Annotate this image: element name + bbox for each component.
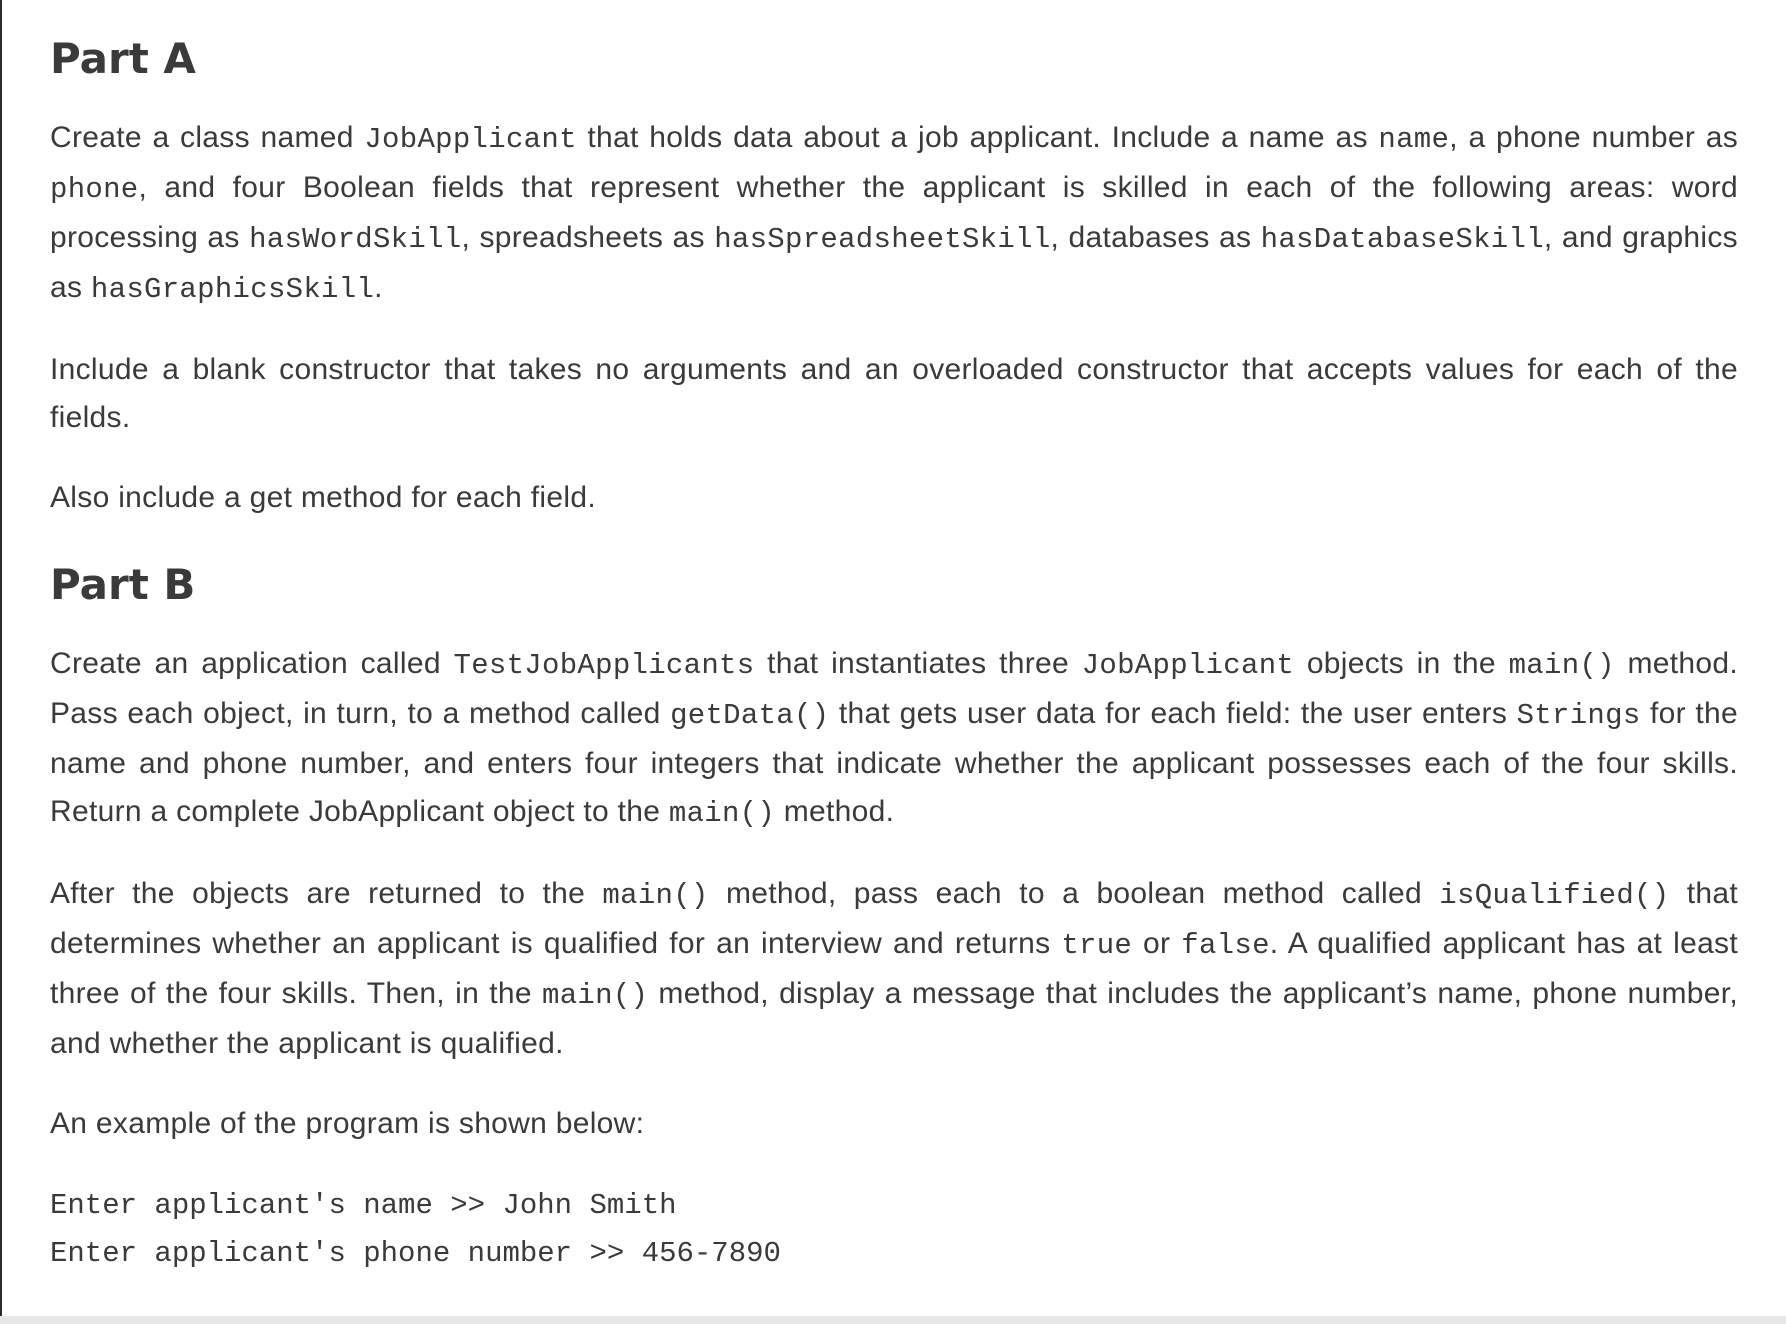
part-a-paragraph-fields: Create a class named JobApplicant that holds data about a job applicant. Include a name as name, a phone number as phone, and four Boolean fields that represent whether the applicant is skilled in each of the following areas: word processing as hasWordSkill, spreadsheets as hasSpreadsheetSkill, databases as hasDatabaseSkill, and graphics as hasGraphicsSkill. [50, 121, 1738, 306]
field-phone-code: phone [50, 173, 139, 206]
class-name-code: JobApplicant [364, 123, 577, 156]
false-literal-code: false [1181, 929, 1270, 962]
part-b-paragraph-application: Create an application called TestJobApplicants that instantiates three JobApplicant objects in the main() method. Pass each object, in turn, to a method called getData() that gets user data for each field: the user enters Strings for the name and phone number, and enters four integers that indicate whether the applicant possesses each of the four skills. Return a complete JobApplicant object to the main() method. [50, 647, 1738, 830]
class-name-code: JobApplicant [1081, 649, 1295, 682]
field-spreadsheet-skill-code: hasSpreadsheetSkill [714, 223, 1051, 256]
example-output-block [50, 1182, 1738, 1278]
field-name-code: name [1378, 123, 1450, 156]
part-b-paragraph-qualification: After the objects are returned to the main() method, pass each to a boolean method called isQualified() that determines whether an applicant is qualified for an interview and returns true or false. A qualified applicant has at least three of the four skills. Then, in the main() method, display a message that includes the applicant’s name, phone number, and whether the applicant is qualified. [50, 877, 1739, 1060]
app-name-code: TestJobApplicants [453, 649, 755, 682]
field-database-skill-code: hasDatabaseSkill [1260, 223, 1544, 256]
strings-type-code: Strings [1516, 699, 1641, 732]
isqualified-method-code: isQualified() [1439, 879, 1670, 912]
assignment-document [50, 0, 1738, 1278]
part-a-paragraph-getters: Also include a get method for each field. [50, 481, 596, 514]
main-method-code: main() [602, 879, 709, 912]
main-method-code: main() [1508, 649, 1615, 682]
example-output-line: Enter applicant's name >> John Smith [50, 1189, 677, 1222]
left-border-rule [0, 0, 2, 1324]
main-method-code: main() [542, 979, 649, 1012]
part-a-heading: Part A [50, 34, 196, 83]
main-method-code: main() [668, 797, 776, 830]
field-word-skill-code: hasWordSkill [249, 223, 462, 256]
part-a-paragraph-constructors: Include a blank constructor that takes no arguments and an overloaded constructor that accepts values for each of the fields. [50, 353, 1738, 434]
bottom-edge-strip [0, 1316, 1786, 1324]
example-output-line: Enter applicant's phone number >> 456-7890 [50, 1237, 781, 1270]
true-literal-code: true [1061, 929, 1133, 962]
part-b-example-intro: An example of the program is shown below: [50, 1107, 645, 1140]
field-graphics-skill-code: hasGraphicsSkill [90, 273, 375, 306]
part-b-heading: Part B [50, 560, 196, 609]
getdata-method-code: getData() [670, 699, 830, 732]
